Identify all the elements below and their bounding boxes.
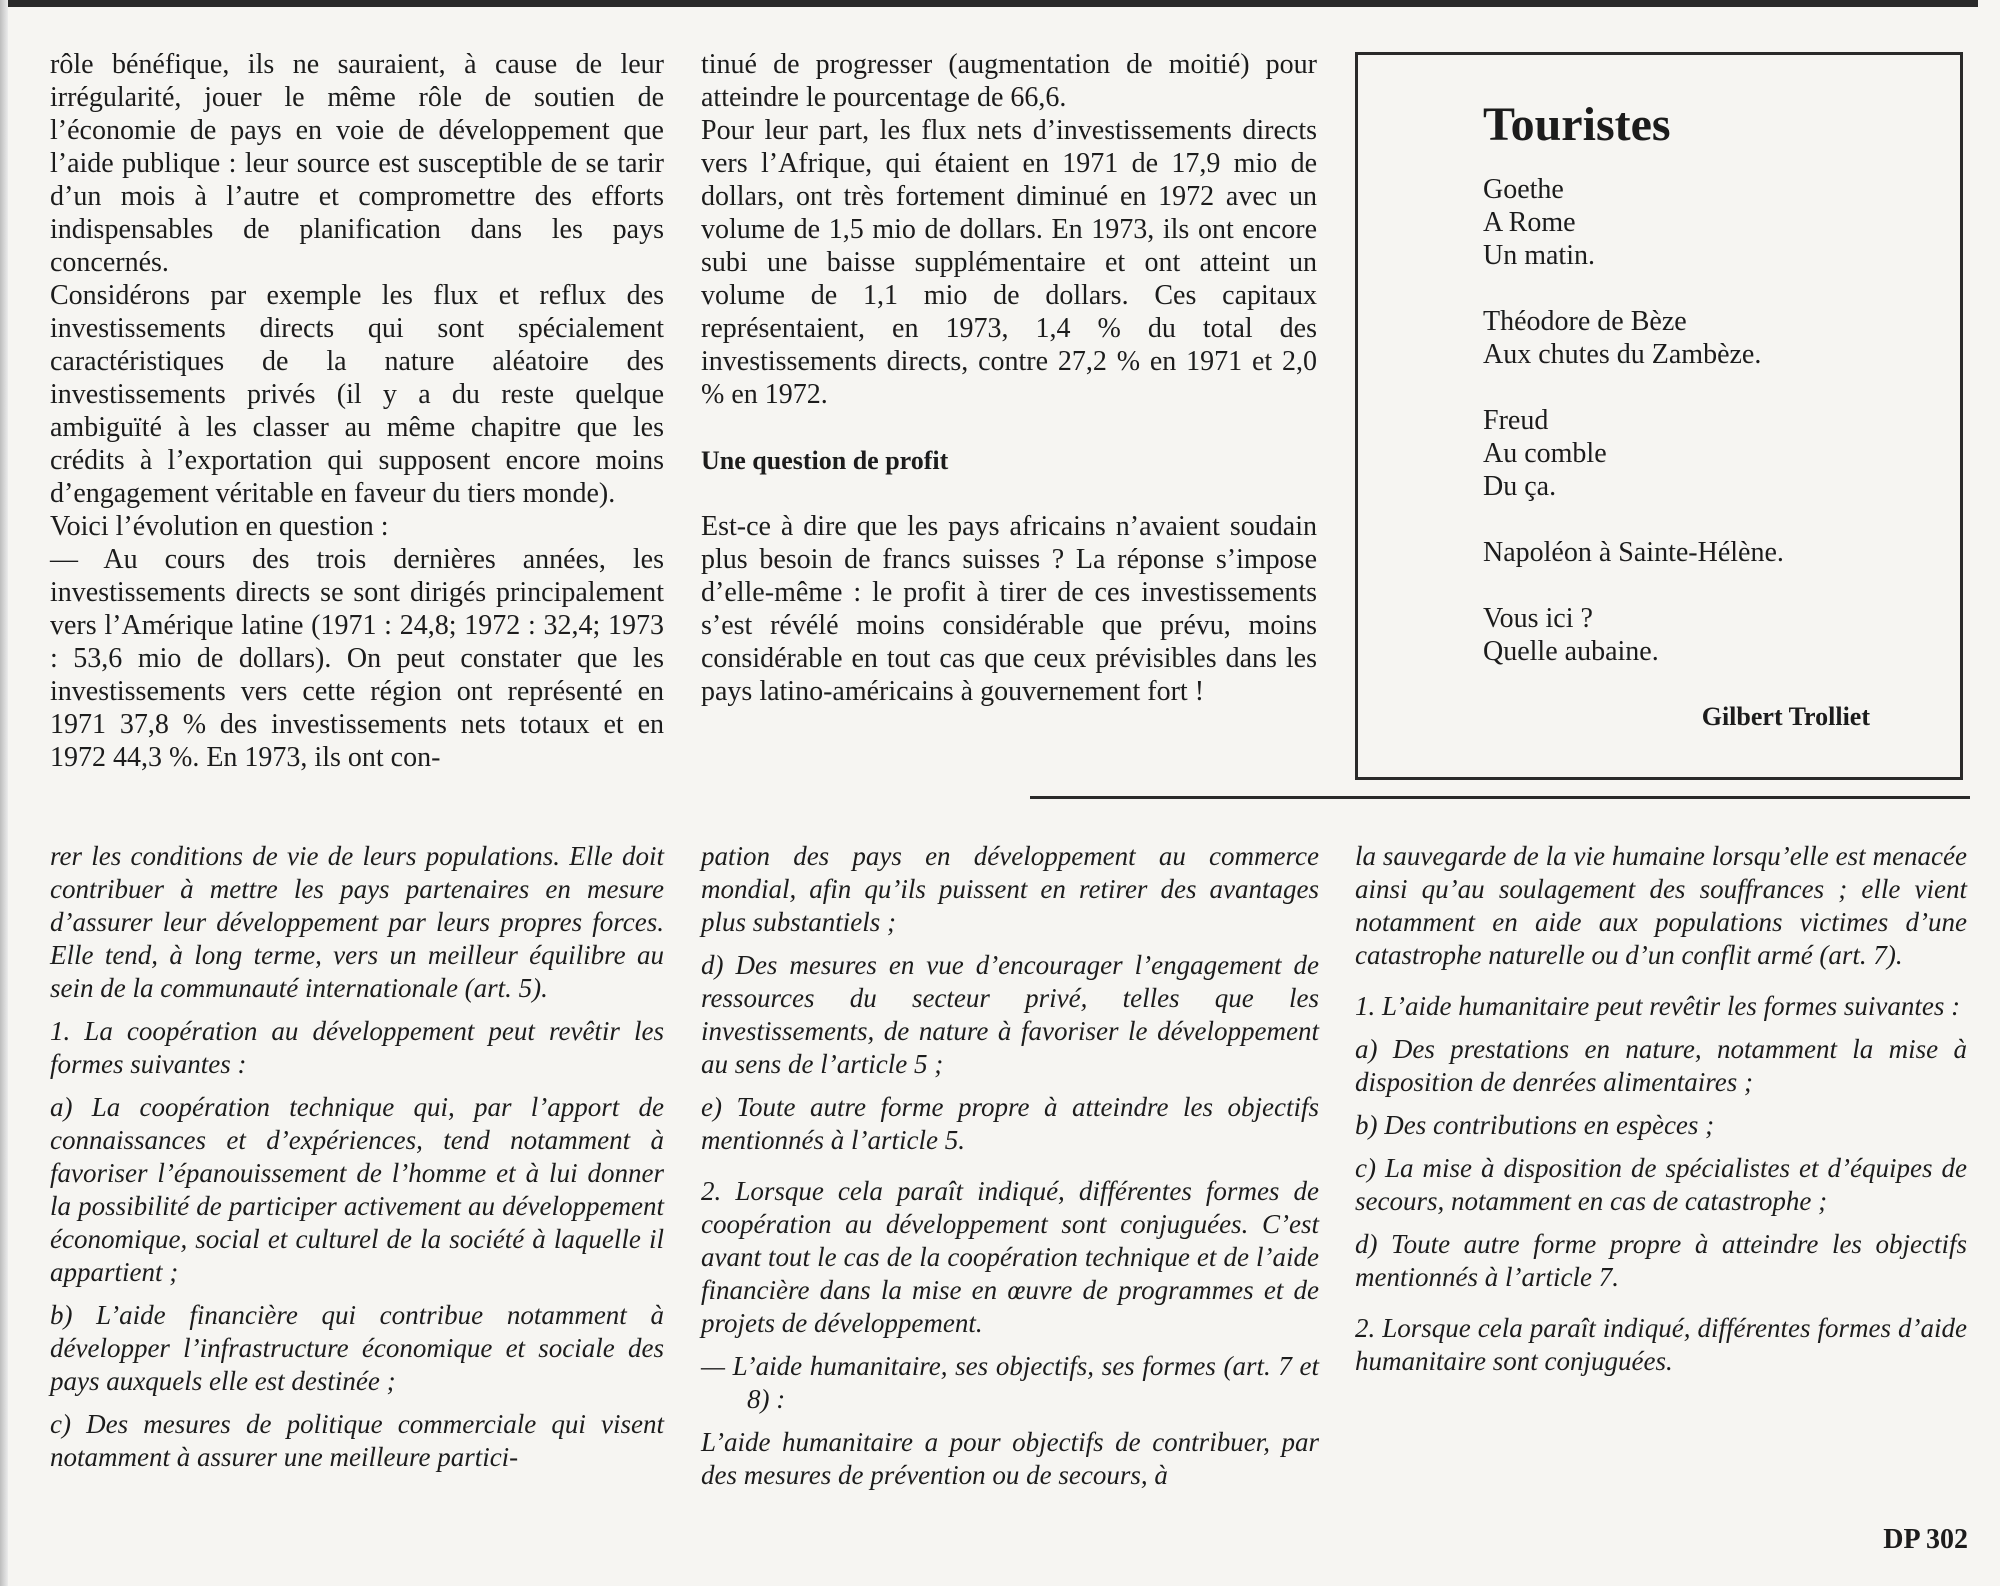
paragraph: e) Toute autre forme propre à atteindre les objectifs mentionnés à l’article 5. bbox=[701, 1092, 1319, 1155]
stanza bbox=[1483, 173, 1923, 272]
poem-line: Un matin. bbox=[1483, 240, 1595, 271]
paragraph: c) La mise à disposition de spécialistes et d’équipes de secours, notamment en cas de catastrophe ; bbox=[1355, 1153, 1967, 1216]
paragraph: Voici l’évolution en question : bbox=[50, 511, 389, 542]
paragraph: la sauvegarde de la vie humaine lorsqu’elle est menacée ainsi qu’au soulagement des souffrances ; elle vient notamment en aide aux populations victimes d’une catastrophe naturelle ou d’un conflit armé (art. 7). bbox=[1355, 841, 1967, 970]
paragraph: d) Des mesures en vue d’encourager l’engagement de ressources du secteur privé, telles que les investissements, de nature à favoriser le développement au sens de l’article 5 ; bbox=[701, 950, 1319, 1079]
poem-line: Vous ici ? bbox=[1483, 603, 1593, 634]
paragraph: b) L’aide financière qui contribue notamment à développer l’infrastructure économique et sociale des pays auxquels elle est destinée ; bbox=[50, 1300, 664, 1396]
paragraph: 1. L’aide humanitaire peut revêtir les formes suivantes : bbox=[1355, 991, 1961, 1021]
paragraph: tinué de progresser (augmentation de moitié) pour atteindre le pourcentage de 66,6. bbox=[701, 49, 1317, 113]
poem-line: Freud bbox=[1483, 405, 1549, 436]
paragraph: 2. Lorsque cela paraît indiqué, différentes formes d’aide humanitaire sont conjuguées. bbox=[1355, 1313, 1967, 1376]
poem-box bbox=[1355, 52, 1963, 780]
poem-line: Au comble bbox=[1483, 438, 1607, 469]
top-rule bbox=[0, 0, 1978, 7]
poem-line: Théodore de Bèze bbox=[1483, 306, 1687, 337]
poem-line: Du ça. bbox=[1483, 471, 1557, 502]
paragraph: a) Des prestations en nature, notamment la mise à disposition de denrées alimentaires ; bbox=[1355, 1034, 1967, 1097]
bottom-right-column bbox=[1355, 840, 1967, 1388]
poem-line: Napoléon à Sainte-Hélène. bbox=[1483, 537, 1784, 568]
paragraph: a) La coopération technique qui, par l’apport de connaissances et d’expériences, tend notamment à favoriser l’épanouissement de l’homme et à lui donner la possibilité de participer activement au développement économique, social et culturel de la société à laquelle il appartient ; bbox=[50, 1092, 664, 1287]
paragraph: L’aide humanitaire a pour objectifs de contribuer, par des mesures de prévention ou de secours, à bbox=[701, 1427, 1319, 1490]
paragraph: rer les conditions de vie de leurs populations. Elle doit contribuer à mettre les pays partenaires en mesure d’assurer leur développement par leurs propres forces. Elle tend, à long terme, vers un meilleur équilibre au sein de la communauté internationale (art. 5). bbox=[50, 841, 664, 1003]
poem-line: A Rome bbox=[1483, 207, 1576, 238]
poem-line: Aux chutes du Zambèze. bbox=[1483, 339, 1762, 370]
stanza bbox=[1483, 536, 1923, 569]
page-edge-shadow bbox=[0, 0, 8, 1586]
paragraph: Considérons par exemple les flux et reflux des investissements directs qui sont spécialement caractéristiques de la nature aléatoire des investissements privés (il y a du reste quelque ambiguïté à les classer au même chapitre que les crédits à l’exportation qui supposent encore moins d’engagement véritable en faveur du tiers monde). bbox=[50, 280, 664, 509]
paragraph: c) Des mesures de politique commerciale qui visent notamment à assurer une meilleure partici- bbox=[50, 1409, 664, 1472]
bottom-left-column bbox=[50, 840, 664, 1484]
paragraph: 2. Lorsque cela paraît indiqué, différentes formes de coopération au développement sont conjuguées. C’est avant tout le cas de la coopération technique et de l’aide financière dans la mise en œuvre de programmes et de projets de développement. bbox=[701, 1176, 1319, 1338]
poem-stanzas bbox=[1483, 173, 1923, 701]
poem-line: Quelle aubaine. bbox=[1483, 636, 1659, 667]
paragraph: d) Toute autre forme propre à atteindre les objectifs mentionnés à l’article 7. bbox=[1355, 1229, 1967, 1292]
paragraph: pation des pays en développement au commerce mondial, afin qu’ils puissent en retirer des avantages plus substantiels ; bbox=[701, 841, 1319, 937]
stanza bbox=[1483, 404, 1923, 503]
paragraph: — Au cours des trois dernières années, les investissements directs se sont dirigés principalement vers l’Amérique latine (1971 : 24,8; 1972 : 32,4; 1973 : 53,6 mio de dollars). On peut constater que les investissements vers cette région ont représenté en 1971 37,8 % des investissements nets totaux et en 1972 44,3 %. En 1973, ils ont con- bbox=[50, 544, 664, 773]
paragraph: rôle bénéfique, ils ne sauraient, à cause de leur irrégularité, jouer le même rôle de soutien de l’économie de pays en voie de développement que l’aide publique : leur source est susceptible de se tarir d’un mois à l’autre et compromettre des efforts indispensables de planification dans les pays concernés. bbox=[50, 49, 664, 278]
top-left-column bbox=[50, 48, 664, 774]
stanza bbox=[1483, 602, 1923, 668]
list-dash-item: — L’aide humanitaire, ses objectifs, ses formes (art. 7 et 8) : bbox=[701, 1351, 1319, 1414]
section-heading: Une question de profit bbox=[701, 446, 949, 475]
paragraph: Pour leur part, les flux nets d’investissements directs vers l’Afrique, qui étaient en 1971 de 17,9 mio de dollars, ont très fortement diminué en 1972 avec un volume de 1,5 mio de dollars. En 1973, ils ont encore subi une baisse supplémentaire et ont atteint un volume de 1,1 mio de dollars. Ces capitaux représentaient, en 1973, 1,4 % du total des investissements directs, contre 27,2 % en 1971 et 2,0 % en 1972. bbox=[701, 115, 1317, 410]
poem-line: Goethe bbox=[1483, 174, 1564, 205]
paragraph: Est-ce à dire que les pays africains n’avaient soudain plus besoin de francs suisses ? La réponse s’impose d’elle-même : le profit à tirer de ces investissements s’est révélé moins considérable que prévu, moins considérable en tout cas que ceux prévisibles dans les pays latino-américains à gouvernement fort ! bbox=[701, 511, 1317, 707]
page-number: DP 302 bbox=[1883, 1524, 1968, 1555]
paragraph: 1. La coopération au développement peut revêtir les formes suivantes : bbox=[50, 1016, 664, 1079]
poem-author: Gilbert Trolliet bbox=[1701, 702, 1870, 731]
top-middle-column bbox=[701, 48, 1317, 708]
stanza bbox=[1483, 305, 1923, 371]
section-divider bbox=[1030, 796, 1970, 799]
bottom-middle-column bbox=[701, 840, 1319, 1502]
poem-title: Touristes bbox=[1483, 98, 1671, 151]
paragraph: b) Des contributions en espèces ; bbox=[1355, 1110, 1715, 1140]
